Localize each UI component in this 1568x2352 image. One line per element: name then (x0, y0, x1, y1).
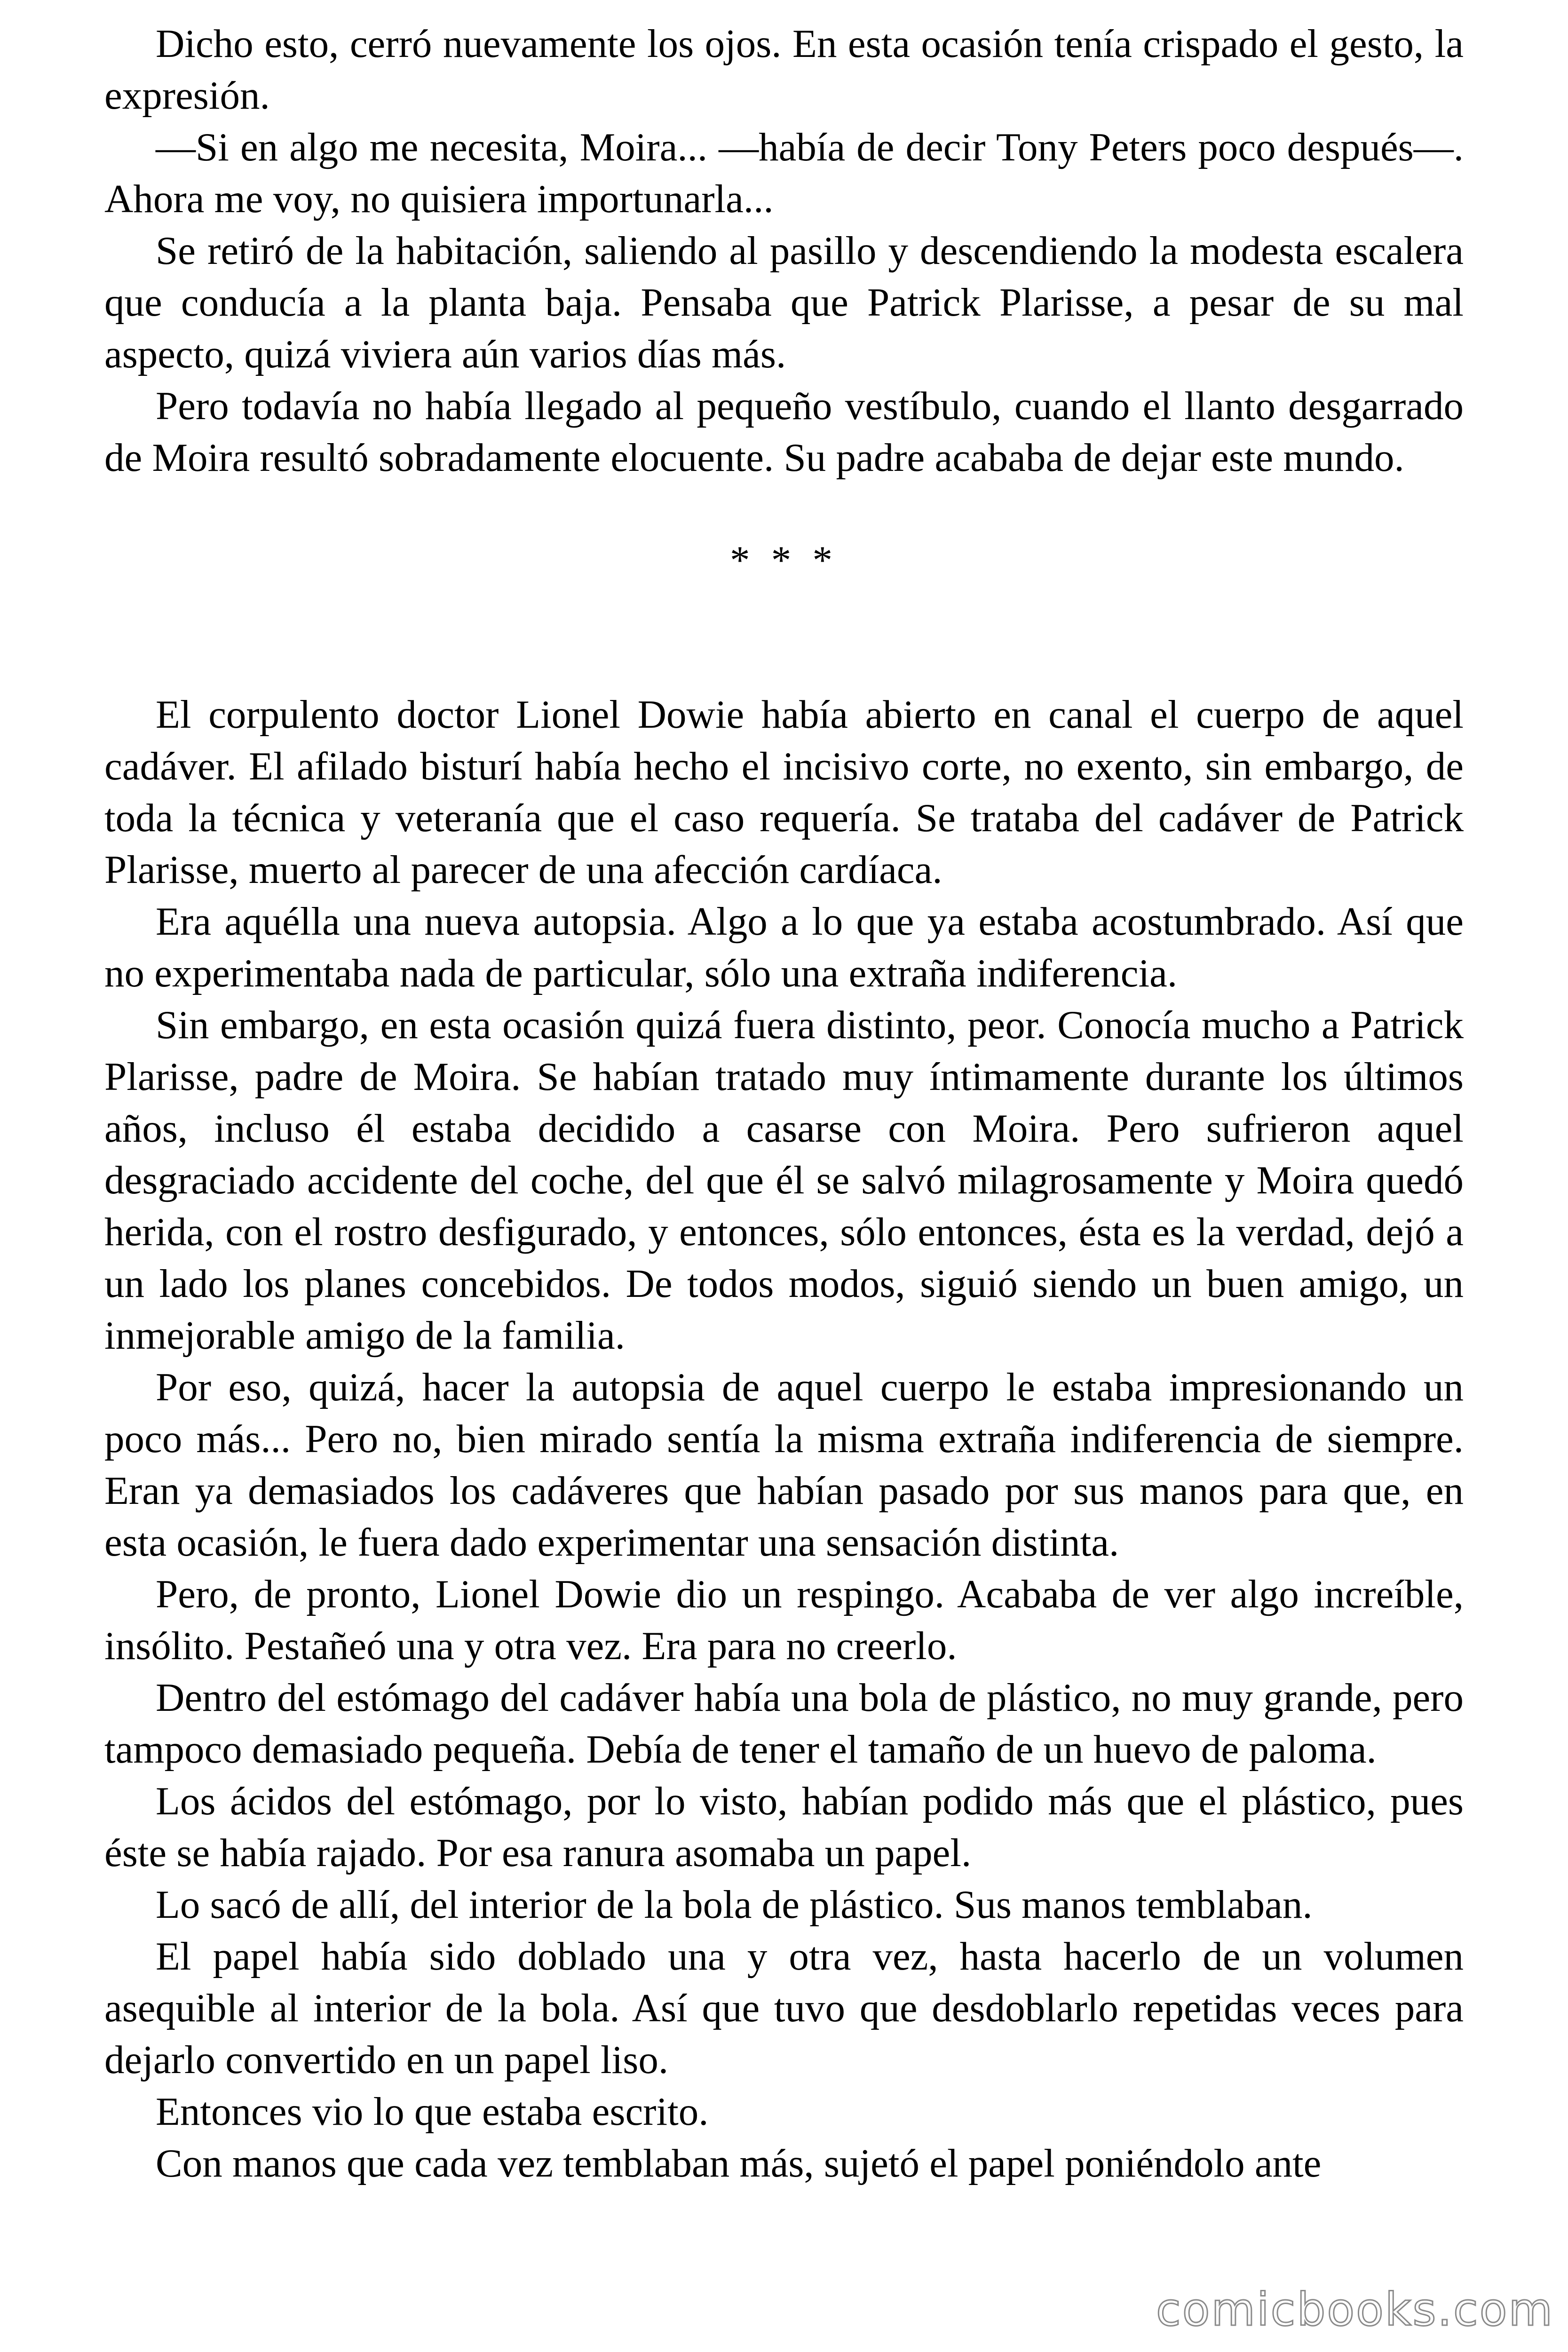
text-block-before (104, 18, 1464, 484)
text-block-after (104, 689, 1464, 2189)
section-separator: * * * (730, 538, 838, 582)
paragraph: Por eso, quizá, hacer la autopsia de aquel cuerpo le estaba impresionando un poco más... Pero no, bien mirado sentía la misma extraña indiferencia de siempre. Eran ya demasiados los cadáveres que habían pasado por sus manos para que, en esta ocasión, le fuera dado experimentar una sensación distinta. (104, 1365, 1464, 1565)
paragraph: Pero, de pronto, Lionel Dowie dio un respingo. Acababa de ver algo increíble, insólito. Pestañeó una y otra vez. Era para no creerlo. (104, 1572, 1464, 1668)
paragraph: Con manos que cada vez temblaban más, sujetó el papel poniéndolo ante (156, 2141, 1322, 2185)
paragraph: El corpulento doctor Lionel Dowie había abierto en canal el cuerpo de aquel cadáver. El afilado bisturí había hecho el incisivo corte, no exento, sin embargo, de toda la técnica y veteranía que el caso requería. Se trataba del cadáver de Patrick Plarisse, muerto al parecer de una afección cardíaca. (104, 692, 1464, 892)
paragraph: Los ácidos del estómago, por lo visto, habían podido más que el plástico, pues éste se había rajado. Por esa ranura asomaba un papel. (104, 1779, 1464, 1875)
paragraph: Dentro del estómago del cadáver había una bola de plástico, no muy grande, pero tampoco demasiado pequeña. Debía de tener el tamaño de un huevo de paloma. (104, 1676, 1464, 1772)
paragraph: Sin embargo, en esta ocasión quizá fuera distinto, peor. Conocía mucho a Patrick Plarisse, padre de Moira. Se habían tratado muy íntimamente durante los últimos años, incluso él estaba decidido a casarse con Moira. Pero sufrieron aquel desgraciado accidente del coche, del que él se salvó milagrosamente y Moira quedó herida, con el rostro desfigurado, y entonces, sólo entonces, ésta es la verdad, dejó a un lado los planes concebidos. De todos modos, siguió siendo un buen amigo, un inmejorable amigo de la familia. (104, 1003, 1464, 1358)
paragraph: El papel había sido doblado una y otra vez, hasta hacerlo de un volumen asequible al interior de la bola. Así que tuvo que desdoblarlo repetidas veces para dejarlo convertido en un papel liso. (104, 1934, 1464, 2082)
paragraph: —Si en algo me necesita, Moira... —había de decir Tony Peters poco después—. Ahora me voy, no quisiera importunarla... (104, 125, 1464, 221)
paragraph: Pero todavía no había llegado al pequeño vestíbulo, cuando el llanto desgarrado de Moira resultó sobradamente elocuente. Su padre acababa de dejar este mundo. (104, 384, 1464, 480)
paragraph: Era aquélla una nueva autopsia. Algo a lo que ya estaba acostumbrado. Así que no experimentaba nada de particular, sólo una extraña indiferencia. (104, 899, 1464, 995)
paragraph: Lo sacó de allí, del interior de la bola de plástico. Sus manos temblaban. (156, 1883, 1313, 1927)
book-page (104, 18, 1464, 2189)
paragraph: Se retiró de la habitación, saliendo al pasillo y descendiendo la modesta escalera que conducía a la planta baja. Pensaba que Patrick Plarisse, a pesar de su mal aspecto, quizá viviera aún varios días más. (104, 229, 1464, 376)
site-watermark: comicbooks.com (1156, 2283, 1554, 2336)
paragraph: Dicho esto, cerró nuevamente los ojos. En esta ocasión tenía crispado el gesto, la expresión. (104, 22, 1464, 118)
paragraph: Entonces vio lo que estaba escrito. (156, 2090, 709, 2134)
